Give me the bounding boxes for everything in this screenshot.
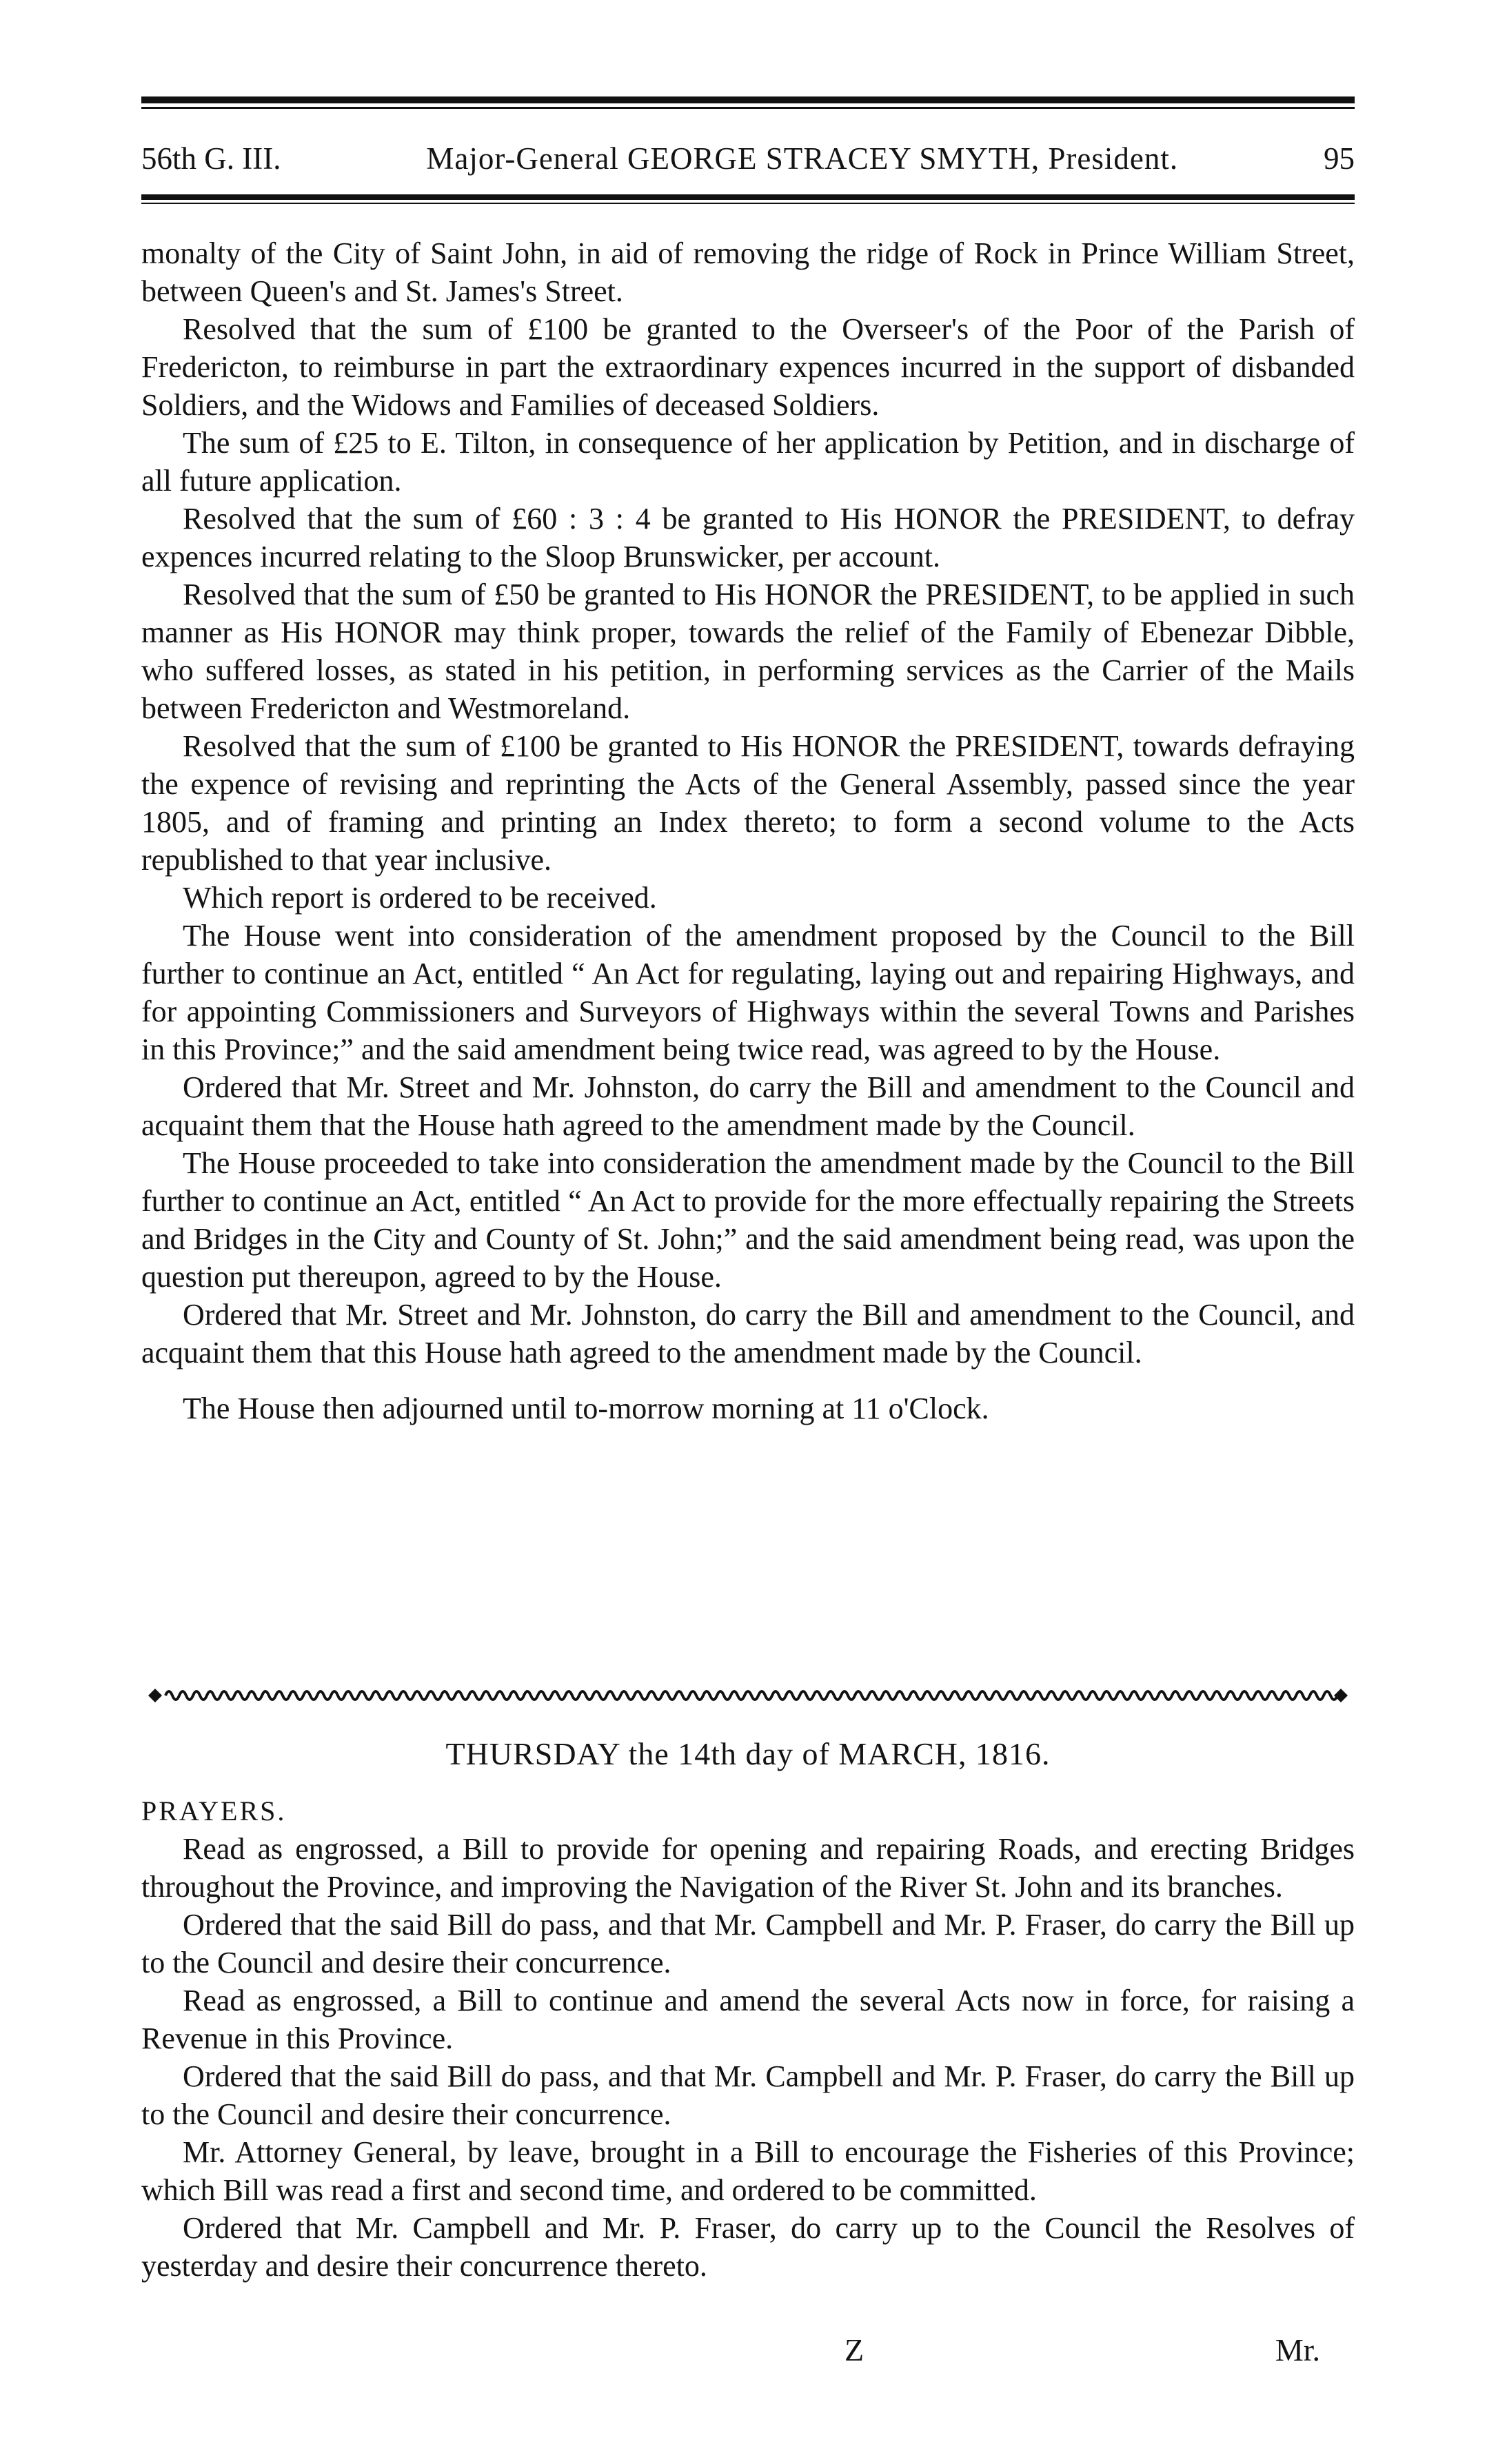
header-rule xyxy=(141,194,1355,200)
page-number: 95 xyxy=(1324,141,1355,176)
page-footer xyxy=(141,2330,1355,2371)
paragraph: Resolved that the sum of £100 be granted to the Overseer's of the Poor of the Parish of Fredericton, to reimburse in part the extraordinary expences incurred in the support of disbanded Soldiers, and the Widows and Families of deceased Soldiers. xyxy=(141,312,1355,422)
signature-mark: Z xyxy=(844,2332,864,2368)
proceedings-body xyxy=(141,234,1355,1427)
paragraph: Ordered that the said Bill do pass, and that Mr. Campbell and Mr. P. Fraser, do carry the Bill up to the Council and desire their concurrence. xyxy=(141,2059,1355,2131)
running-header xyxy=(141,131,1355,186)
paragraph: Ordered that Mr. Street and Mr. Johnston, do carry the Bill and amendment to the Council, and acquaint them that this House hath agreed to the amendment made by the Council. xyxy=(141,1298,1355,1370)
thursday-proceedings xyxy=(141,1792,1355,2285)
paragraph: Ordered that the said Bill do pass, and that Mr. Campbell and Mr. P. Fraser, do carry the Bill up to the Council and desire their concurrence. xyxy=(141,1908,1355,1979)
paragraph: Resolved that the sum of £100 be granted to His HONOR the PRESIDENT, towards defraying the expence of revising and reprinting the Acts of the General Assembly, passed since the year 1805, and of framing and printing an Index thereto; to form a second volume to the Acts republished to that year inclusive. xyxy=(141,729,1355,877)
paragraph: Ordered that Mr. Street and Mr. Johnston, do carry the Bill and amendment to the Council and acquaint them that the House hath agreed to the amendment made by the Council. xyxy=(141,1070,1355,1142)
paragraph: The sum of £25 to E. Tilton, in consequence of her application by Petition, and in discharge of all future application. xyxy=(141,426,1355,498)
paragraph: Resolved that the sum of £60 : 3 : 4 be granted to His HONOR the PRESIDENT, to defray expences incurred relating to the Sloop Brunswicker, per account. xyxy=(141,502,1355,573)
paragraph: Ordered that Mr. Campbell and Mr. P. Fraser, do carry up to the Council the Resolves of yesterday and desire their concurrence thereto. xyxy=(141,2211,1355,2283)
adjournment-line: The House then adjourned until to-morrow morning at 11 o'Clock. xyxy=(183,1392,989,1425)
top-rule-thin xyxy=(141,107,1355,109)
paragraph: Which report is ordered to be received. xyxy=(183,881,657,915)
paragraph: monalty of the City of Saint John, in aid of removing the ridge of Rock in Prince William Street, between Queen's and St. James's Street. xyxy=(141,236,1355,308)
paragraph: The House proceeded to take into consideration the amendment made by the Council to the Bill further to continue an Act, entitled “ An Act to provide for the more effectually repairing the Streets and Bridges in the City and County of St. John;” and the said amendment being read, was upon the question put thereupon, agreed to by the House. xyxy=(141,1146,1355,1294)
paragraph: Read as engrossed, a Bill to provide for opening and repairing Roads, and erecting Bridges throughout the Province, and improving the Navigation of the River St. John and its branches. xyxy=(141,1832,1355,1904)
paragraph: Read as engrossed, a Bill to continue and amend the several Acts now in force, for raising a Revenue in this Province. xyxy=(141,1984,1355,2055)
paragraph: Mr. Attorney General, by leave, brought in a Bill to encourage the Fisheries of this Province; which Bill was read a first and second time, and ordered to be committed. xyxy=(141,2135,1355,2207)
header-title: Major-General GEORGE STRACEY SMYTH, President. xyxy=(426,141,1179,176)
paragraph: Resolved that the sum of £50 be granted to His HONOR the PRESIDENT, to be applied in such manner as His HONOR may think proper, towards the relief of the Family of Ebenezar Dibble, who suffered losses, as stated in his petition, in performing services as the Carrier of the Mails between Fredericton and Westmoreland. xyxy=(141,578,1355,725)
header-rule-thin xyxy=(141,203,1355,204)
day-heading: THURSDAY the 14th day of MARCH, 1816. xyxy=(445,1736,1051,1771)
top-rule xyxy=(141,96,1355,103)
paragraph: The House went into consideration of the amendment proposed by the Council to the Bill further to continue an Act, entitled “ An Act for regulating, laying out and repairing Highways, and for appointing Commissioners and Surveyors of Highways within the several Towns and Parishes in this Province;” and the said amendment being twice read, was agreed to by the House. xyxy=(141,919,1355,1066)
catchword: Mr. xyxy=(1275,2332,1320,2368)
prayers-label: PRAYERS. xyxy=(141,1795,287,1826)
ornamental-divider xyxy=(141,1682,1355,1709)
session-label: 56th G. III. xyxy=(141,141,281,176)
